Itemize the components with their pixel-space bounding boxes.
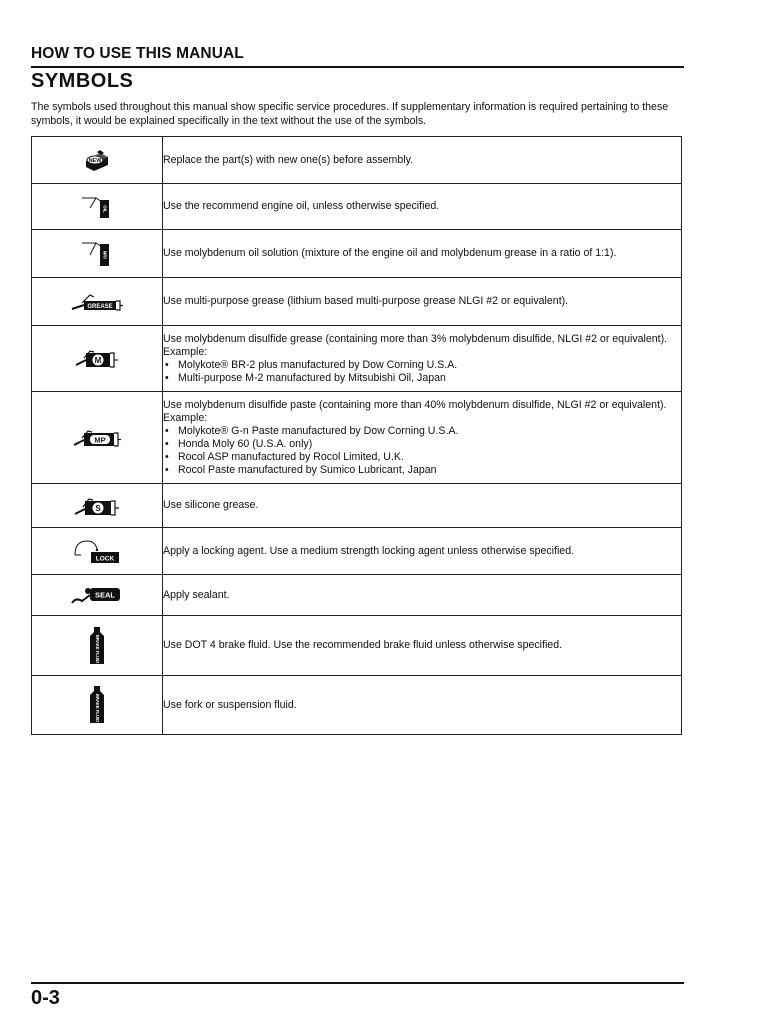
symbol-description: Use DOT 4 brake fluid. Use the recommended brake fluid unless otherwise specified. [163, 639, 563, 651]
table-row [32, 575, 682, 616]
manual-title: HOW TO USE THIS MANUAL [31, 45, 244, 62]
intro-paragraph: The symbols used throughout this manual show specific service procedures. If supplementary information is required pertaining to these symbols, it would be explained specifically in the text without the use of the symbols. [31, 101, 669, 127]
table-row [32, 278, 682, 326]
sealant-icon-text: SEAL [94, 590, 116, 600]
grease-icon-text: GREASE [87, 303, 113, 310]
brake-fluid-icon-text: BRAKE FLUID [95, 634, 100, 663]
example-label: Example: [163, 345, 208, 358]
table-row [32, 616, 682, 676]
section-title: SYMBOLS [31, 70, 134, 92]
table-row [32, 230, 682, 278]
list-item: • Rocol Paste manufactured by Sumico Lubricant, Japan [163, 464, 681, 477]
engine-oil-icon-text: OIL [102, 204, 108, 213]
table-row [32, 392, 682, 484]
locking-agent-icon [71, 545, 123, 563]
list-item: • Molykote® BR-2 plus manufactured by Dow Corning U.S.A. [163, 359, 681, 372]
symbol-description: Use fork or suspension fluid. [163, 698, 297, 711]
new-part-icon-text: NEW [88, 158, 102, 164]
sealant-icon [70, 589, 124, 601]
table-row [32, 528, 682, 575]
symbol-description: Use multi-purpose grease (lithium based multi-purpose grease NLGI #2 or equivalent). [163, 295, 569, 307]
list-item: • Rocol ASP manufactured by Rocol Limited, U.K. [163, 451, 681, 464]
symbol-description: Use molybdenum oil solution (mixture of the engine oil and molybdenum grease in a ratio of 1:1). [163, 247, 617, 259]
molybdenum-oil-icon-text: M/O [102, 250, 108, 259]
list-item: • Multi-purpose M-2 manufactured by Mitsubishi Oil, Japan [163, 372, 681, 385]
brake-fluid-icon [86, 634, 108, 663]
list-item: • Molykote® G-n Paste manufactured by Dow Corning U.S.A. [163, 425, 681, 438]
symbol-description: Use the recommend engine oil, unless otherwise specified. [163, 200, 440, 212]
new-part-icon [82, 154, 112, 166]
example-label: Example: [163, 411, 208, 424]
table-row [32, 484, 682, 528]
footer-rule [31, 982, 684, 984]
molybdenum-paste-icon-text: MP [94, 435, 106, 444]
engine-oil-icon [80, 200, 114, 212]
fork-fluid-icon [86, 693, 108, 723]
table-row [32, 184, 682, 230]
symbol-description: Apply a locking agent. Use a medium strength locking agent unless otherwise specified. [163, 544, 575, 557]
locking-agent-icon-text: LOCK [95, 555, 115, 563]
table-row [32, 326, 682, 392]
silicone-grease-icon-text: S [95, 503, 101, 513]
symbol-description: Use molybdenum disulfide paste (containing more than 40% molybdenum disulfide, NLGI #2 or equivalent). [163, 398, 667, 411]
table-row [32, 676, 682, 735]
page-number: 0-3 [31, 987, 60, 1009]
molybdenum-oil-icon [80, 247, 114, 259]
example-list [163, 359, 681, 385]
symbol-description: Replace the part(s) with new one(s) before assembly. [163, 153, 414, 166]
header-rule [31, 66, 684, 68]
symbol-description: Use molybdenum disulfide grease (containing more than 3% molybdenum disulfide, NLGI #2 or equivalent). [163, 332, 668, 345]
table-row [32, 137, 682, 184]
molybdenum-grease-icon [74, 352, 120, 364]
page-header [31, 45, 684, 63]
grease-icon [70, 295, 124, 310]
molybdenum-grease-icon-text: M [94, 355, 102, 365]
symbol-description: Use silicone grease. [163, 499, 259, 511]
fork-fluid-icon-text: BRAKE FLUID [95, 693, 100, 723]
list-item: • Honda Moly 60 (U.S.A. only) [163, 438, 681, 451]
molybdenum-paste-icon [72, 431, 122, 443]
example-list [163, 425, 681, 477]
silicone-grease-icon [73, 499, 121, 511]
symbol-description: Apply sealant. [163, 588, 230, 601]
symbols-table [31, 136, 682, 735]
